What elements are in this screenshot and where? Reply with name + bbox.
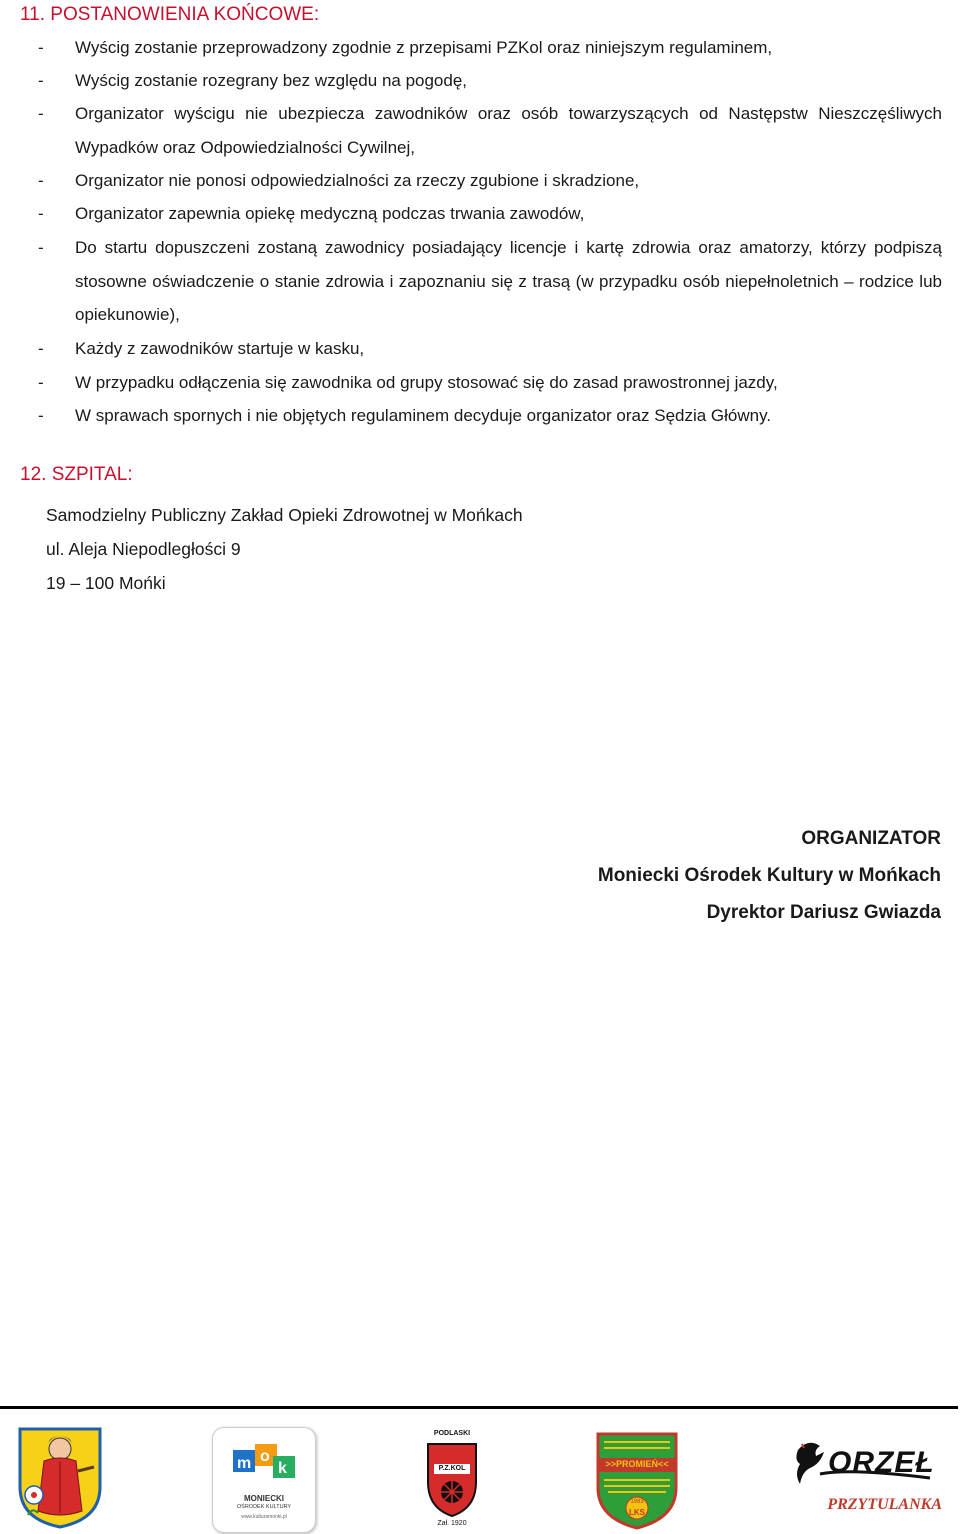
list-item <box>38 31 942 65</box>
pzkol-top-text: PODLASKI <box>433 1430 471 1437</box>
promien-logo <box>596 1432 678 1530</box>
footer-divider <box>0 1406 958 1409</box>
list-dash: - <box>38 71 44 90</box>
coat-of-arms-icon <box>18 1427 102 1529</box>
list-item-text: Organizator nie ponosi odpowiedzialności za rzeczy zgubione i skradzione, <box>75 171 640 190</box>
promien-lks: LKS <box>629 1508 645 1517</box>
list-item-text: Organizator wyścigu nie ubezpiecza zawodników oraz osób towarzyszących od Następstw Nieszczęśliwych Wypadków oraz Odpowiedzialności Cywilnej, <box>75 104 942 157</box>
mok-logo <box>212 1427 316 1533</box>
promien-name: >>PROMIEŃ<< <box>605 1459 669 1469</box>
promien-year: 1983 <box>630 1499 644 1505</box>
pzkol-logo <box>420 1428 484 1532</box>
hospital-street: ul. Aleja Niepodległości 9 <box>46 539 241 559</box>
organizer-director: Dyrektor Dariusz Gwiazda <box>706 902 941 923</box>
list-item <box>38 366 942 400</box>
organizer-label: ORGANIZATOR <box>801 828 941 849</box>
list-item <box>38 97 942 164</box>
orzel-subtitle: PRZYTULANKA <box>827 1496 942 1513</box>
list-dash: - <box>38 339 44 358</box>
pzkol-shield-icon <box>424 1440 480 1518</box>
mok-url: www.kulturamonki.pl <box>241 1514 287 1520</box>
mok-name-line2: OŚRODEK KULTURY <box>236 1504 292 1510</box>
svg-text:m: m <box>237 1455 252 1472</box>
list-item <box>38 164 942 198</box>
list-dash: - <box>38 104 44 123</box>
list-item <box>38 64 942 98</box>
list-item-text: Wyścig zostanie przeprowadzony zgodnie z przepisami PZKol oraz niniejszym regulaminem, <box>75 38 773 57</box>
mok-name-line1: MONIECKI <box>244 1494 284 1503</box>
orzel-name: ORZEŁ <box>828 1446 935 1479</box>
section-12-heading: 12. SZPITAL: <box>20 464 133 485</box>
list-dash: - <box>38 373 44 392</box>
pzkol-name: P.Z.KOL <box>438 1465 466 1472</box>
list-item-text: W sprawach spornych i nie objętych regulaminem decyduje organizator oraz Sędzia Główny. <box>75 406 772 425</box>
list-dash: - <box>38 171 44 190</box>
list-item <box>38 197 942 231</box>
list-item-text: Organizator zapewnia opiekę medyczną podczas trwania zawodów, <box>75 204 585 223</box>
list-dash: - <box>38 38 44 57</box>
list-dash: - <box>38 238 44 257</box>
list-item-text: W przypadku odłączenia się zawodnika od grupy stosować się do zasad prawostronnej jazdy, <box>75 373 778 392</box>
list-item-text: Wyścig zostanie rozegrany bez względu na pogodę, <box>75 71 468 90</box>
organizer-name: Moniecki Ośrodek Kultury w Mońkach <box>597 865 941 886</box>
list-item <box>38 399 942 433</box>
hospital-postal: 19 – 100 Mońki <box>46 573 166 593</box>
svg-text:k: k <box>278 1460 287 1477</box>
section-11-heading: 11. POSTANOWIENIA KOŃCOWE: <box>20 4 320 25</box>
pzkol-established: Zał. 1920 <box>437 1520 467 1527</box>
list-dash: - <box>38 204 44 223</box>
list-dash: - <box>38 406 44 425</box>
svg-text:o: o <box>260 1448 270 1465</box>
list-item <box>38 231 942 332</box>
list-item-text: Do startu dopuszczeni zostaną zawodnicy posiadający licencje i kartę zdrowia oraz amatorzy, którzy podpiszą stosowne oświadczenie o stanie zdrowia i zapoznaniu się z trasą (w przypadku osób niepełnoletnich – rodzice lub opiekunowie), <box>75 238 942 324</box>
orzel-logo <box>790 1438 942 1522</box>
list-item <box>38 332 942 366</box>
list-item-text: Każdy z zawodników startuje w kasku, <box>75 339 365 358</box>
hospital-name: Samodzielny Publiczny Zakład Opieki Zdrowotnej w Mońkach <box>46 505 523 525</box>
mok-cubes-icon <box>213 1428 315 1498</box>
monki-coat-of-arms-logo <box>18 1427 102 1529</box>
